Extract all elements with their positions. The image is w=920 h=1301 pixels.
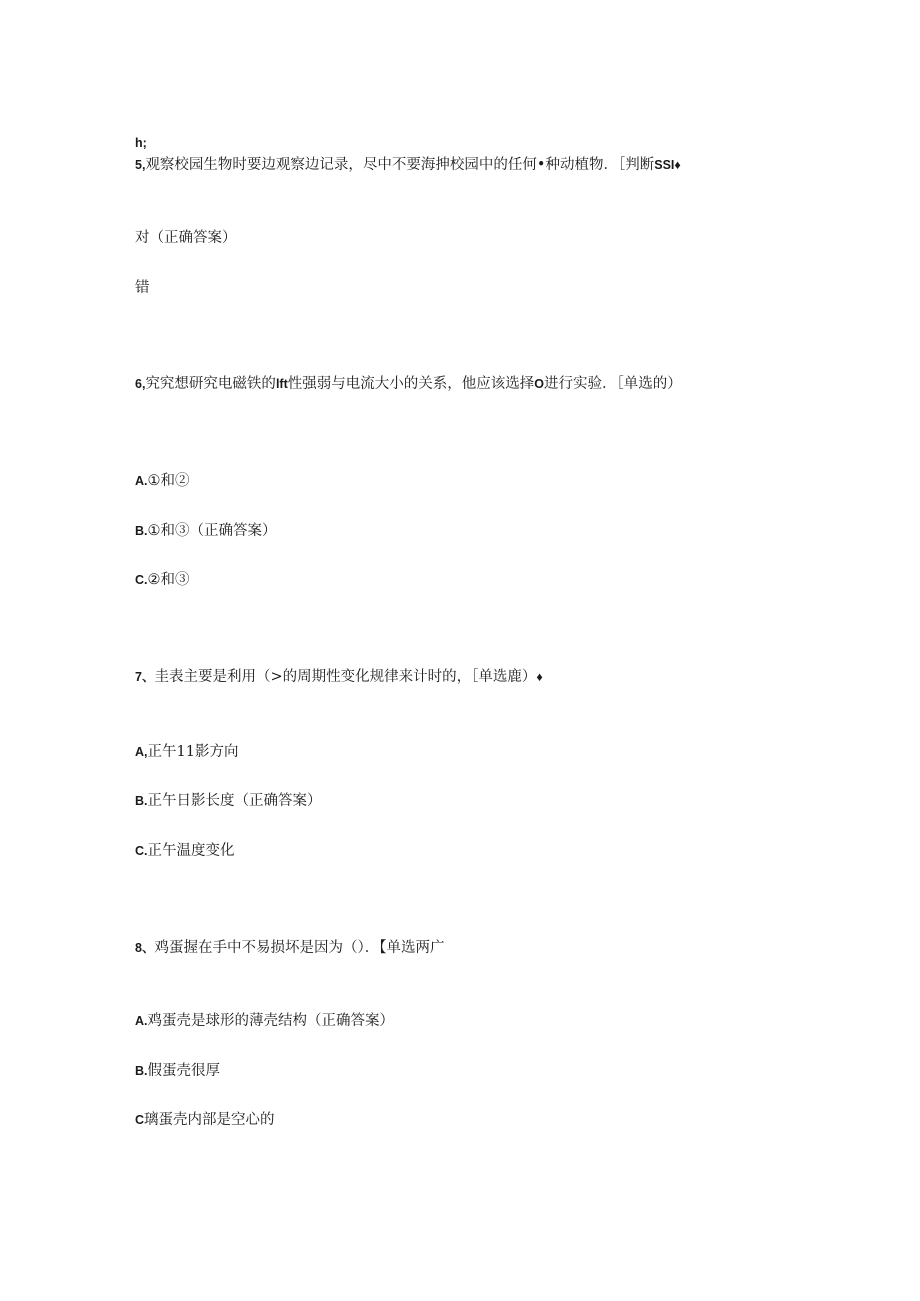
option-letter: A. <box>135 474 148 488</box>
option-text: 正午温度变化 <box>147 843 235 859</box>
question-8-text: 鸡蛋握在手中不易损坏是因为（）．【单选两广 <box>154 940 445 956</box>
question-7-option-a[interactable] <box>135 743 238 761</box>
question-8-number: 8、 <box>135 941 155 955</box>
fragment-text: h; <box>135 136 147 150</box>
question-5-tail: SSI♦ <box>654 158 681 172</box>
option-letter: B. <box>135 1064 148 1078</box>
question-6-text-a: 究究想研究电磁铁的 <box>145 376 276 392</box>
page-fragment <box>135 134 147 152</box>
option-letter: A, <box>135 745 148 759</box>
question-7-option-b[interactable] <box>135 792 322 810</box>
option-letter: A. <box>135 1014 148 1028</box>
question-5-text: 观察校园生物时要边观察边记录，尽中不要海抻校园中的任何•种动植物．［判断 <box>145 157 655 173</box>
question-6-option-b[interactable] <box>135 522 277 540</box>
question-7-option-c[interactable] <box>135 842 235 860</box>
question-7-tail: ♦ <box>536 670 543 684</box>
option-letter: B. <box>135 794 148 808</box>
option-text: 正午11影方向 <box>147 744 239 760</box>
question-5-number: 5, <box>135 158 146 172</box>
question-8 <box>135 939 444 957</box>
option-letter: B. <box>135 524 148 538</box>
question-8-option-c[interactable] <box>135 1111 275 1129</box>
question-6-bold-b: O <box>534 377 544 391</box>
question-8-option-a[interactable] <box>135 1012 394 1030</box>
option-letter: C. <box>135 844 148 858</box>
option-letter: C. <box>135 573 148 587</box>
option-text: ①和② <box>147 473 190 489</box>
option-text: 错 <box>135 280 150 296</box>
question-5-option-2[interactable] <box>135 279 150 297</box>
option-text: ②和③ <box>147 572 190 588</box>
question-6-bold-a: lft <box>275 377 288 391</box>
question-5-option-1[interactable] <box>135 229 237 247</box>
option-text: 璃蛋壳内部是空心的 <box>144 1112 275 1128</box>
question-6-text-c: 进行实验．［单选的） <box>543 376 682 392</box>
option-text: 对（正确答案） <box>135 230 237 246</box>
option-text: 鸡蛋壳是球形的薄壳结构（正确答案） <box>147 1013 394 1029</box>
question-6 <box>135 375 682 393</box>
question-6-option-a[interactable] <box>135 472 190 490</box>
option-text: 假蛋壳很厚 <box>147 1063 220 1079</box>
question-8-option-b[interactable] <box>135 1062 220 1080</box>
question-6-option-c[interactable] <box>135 571 190 589</box>
question-7 <box>135 668 543 686</box>
option-text: 正午日影长度（正确答案） <box>147 793 322 809</box>
option-text: ①和③（正确答案） <box>147 523 277 539</box>
question-5 <box>135 156 681 174</box>
question-6-text-b: 性强弱与电流大小的关系，他应该选择 <box>287 376 535 392</box>
question-7-number: 7、 <box>135 670 155 684</box>
option-letter: C <box>135 1113 145 1127</box>
question-7-text: 圭表主要是利用（>的周期性变化规律来计时的，［单选鹿） <box>154 669 537 685</box>
question-6-number: 6, <box>135 377 146 391</box>
